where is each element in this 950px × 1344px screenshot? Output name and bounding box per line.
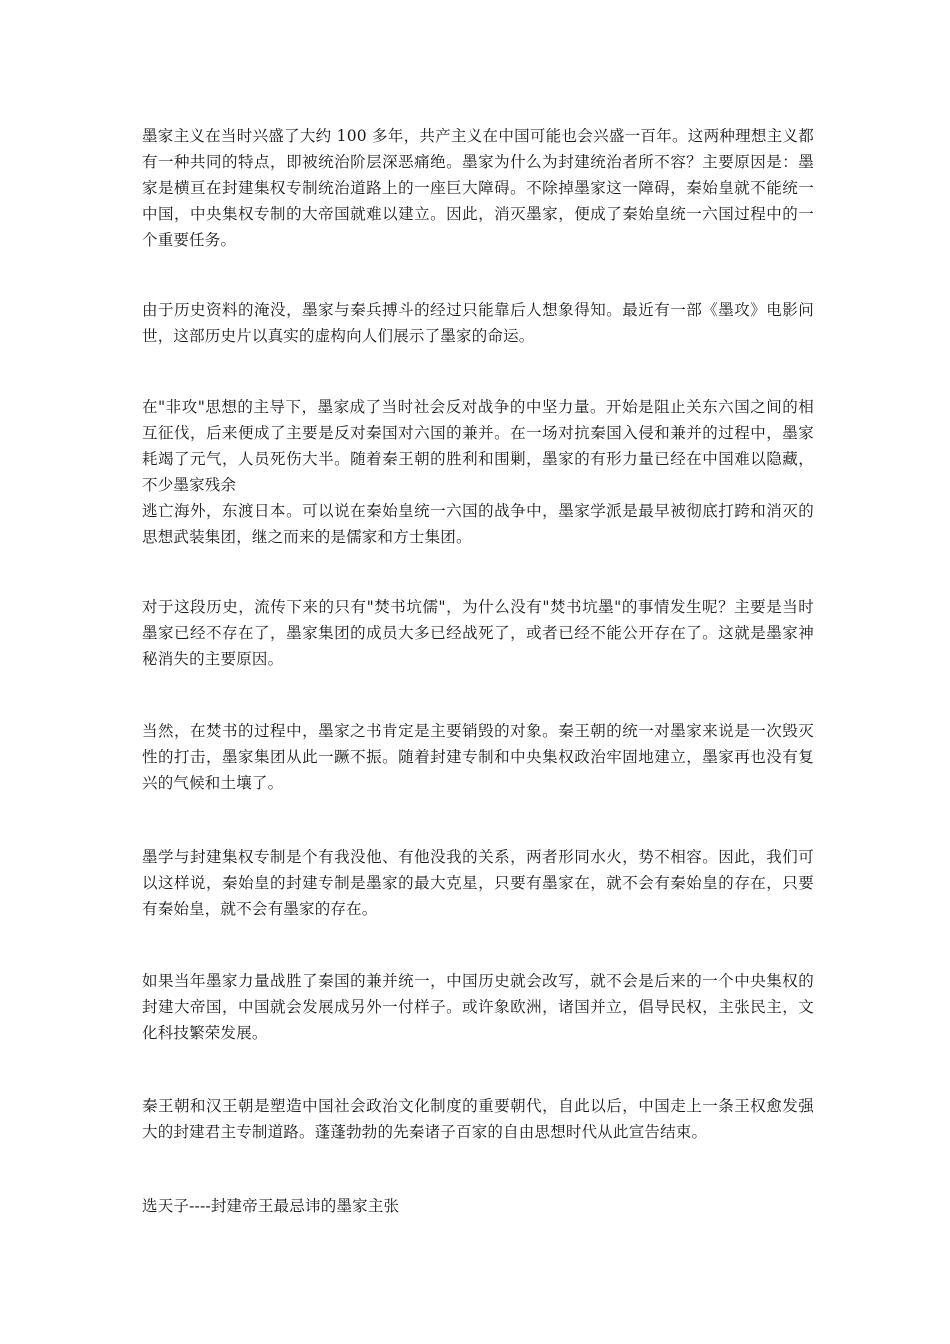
paragraph-8: 秦王朝和汉王朝是塑造中国社会政治文化制度的重要朝代，自此以后，中国走上一条王权愈发强大的封建君主专制道路。蓬蓬勃勃的先秦诸子百家的自由思想时代从此宣告结束。: [142, 1097, 814, 1141]
paragraph-3: 在"非攻"思想的主导下，墨家成了当时社会反对战争的中坚力量。开始是阻止关东六国之间的相互征伐，后来便成了主要是反对秦国对六国的兼并。在一场对抗秦国入侵和兼并的过程中，墨家耗竭了元气，人员死伤大半。随着秦王朝的胜利和围剿，墨家的有形力量已经在中国难以隐藏，不少墨家残余 逃亡海外，东渡日本。可以说在秦始皇统一六国的战争中，墨家学派是最早被彻底打跨和消灭的思想武装集团，继之而来的是儒家和方士集团。: [142, 398, 814, 546]
paragraph-1: 墨家主义在当时兴盛了大约 100 多年，共产主义在中国可能也会兴盛一百年。这两种理想主义都有一种共同的特点，即被统治阶层深恶痛绝。墨家为什么为封建统治者所不容？主要原因是：墨家是横亘在封建集权专制统治道路上的一座巨大障碍。不除掉墨家这一障碍，秦始皇就不能统一中国，中央集权专制的大帝国就难以建立。因此，消灭墨家，便成了秦始皇统一六国过程中的一个重要任务。: [142, 127, 814, 249]
paragraph-7: 如果当年墨家力量战胜了秦国的兼并统一，中国历史就会改写，就不会是后来的一个中央集权的封建大帝国，中国就会发展成另外一付样子。或许象欧洲，诸国并立，倡导民权，主张民主，文化科技繁荣发展。: [142, 972, 814, 1042]
paragraph-6: 墨学与封建集权专制是个有我没他、有他没我的关系，两者形同水火，势不相容。因此，我们可以这样说，秦始皇的封建专制是墨家的最大克星，只要有墨家在，就不会有秦始皇的存在，只要有秦始皇，就不会有墨家的存在。: [142, 848, 814, 918]
paragraph-2: 由于历史资料的淹没，墨家与秦兵搏斗的经过只能靠后人想象得知。最近有一部《墨攻》电影问世，这部历史片以真实的虚构向人们展示了墨家的命运。: [142, 301, 814, 345]
paragraph-4: 对于这段历史，流传下来的只有"焚书坑儒"，为什么没有"焚书坑墨"的事情发生呢？主要是当时墨家已经不存在了，墨家集团的成员大多已经战死了，或者已经不能公开存在了。这就是墨家神秘消失的主要原因。: [142, 598, 814, 668]
paragraph-5: 当然，在焚书的过程中，墨家之书肯定是主要销毁的对象。秦王朝的统一对墨家来说是一次毁灭性的打击，墨家集团从此一蹶不振。随着封建专制和中央集权政治牢固地建立，墨家再也没有复兴的气候和土壤了。: [142, 722, 814, 792]
section-heading: 选天子----封建帝王最忌讳的墨家主张: [142, 1197, 400, 1215]
